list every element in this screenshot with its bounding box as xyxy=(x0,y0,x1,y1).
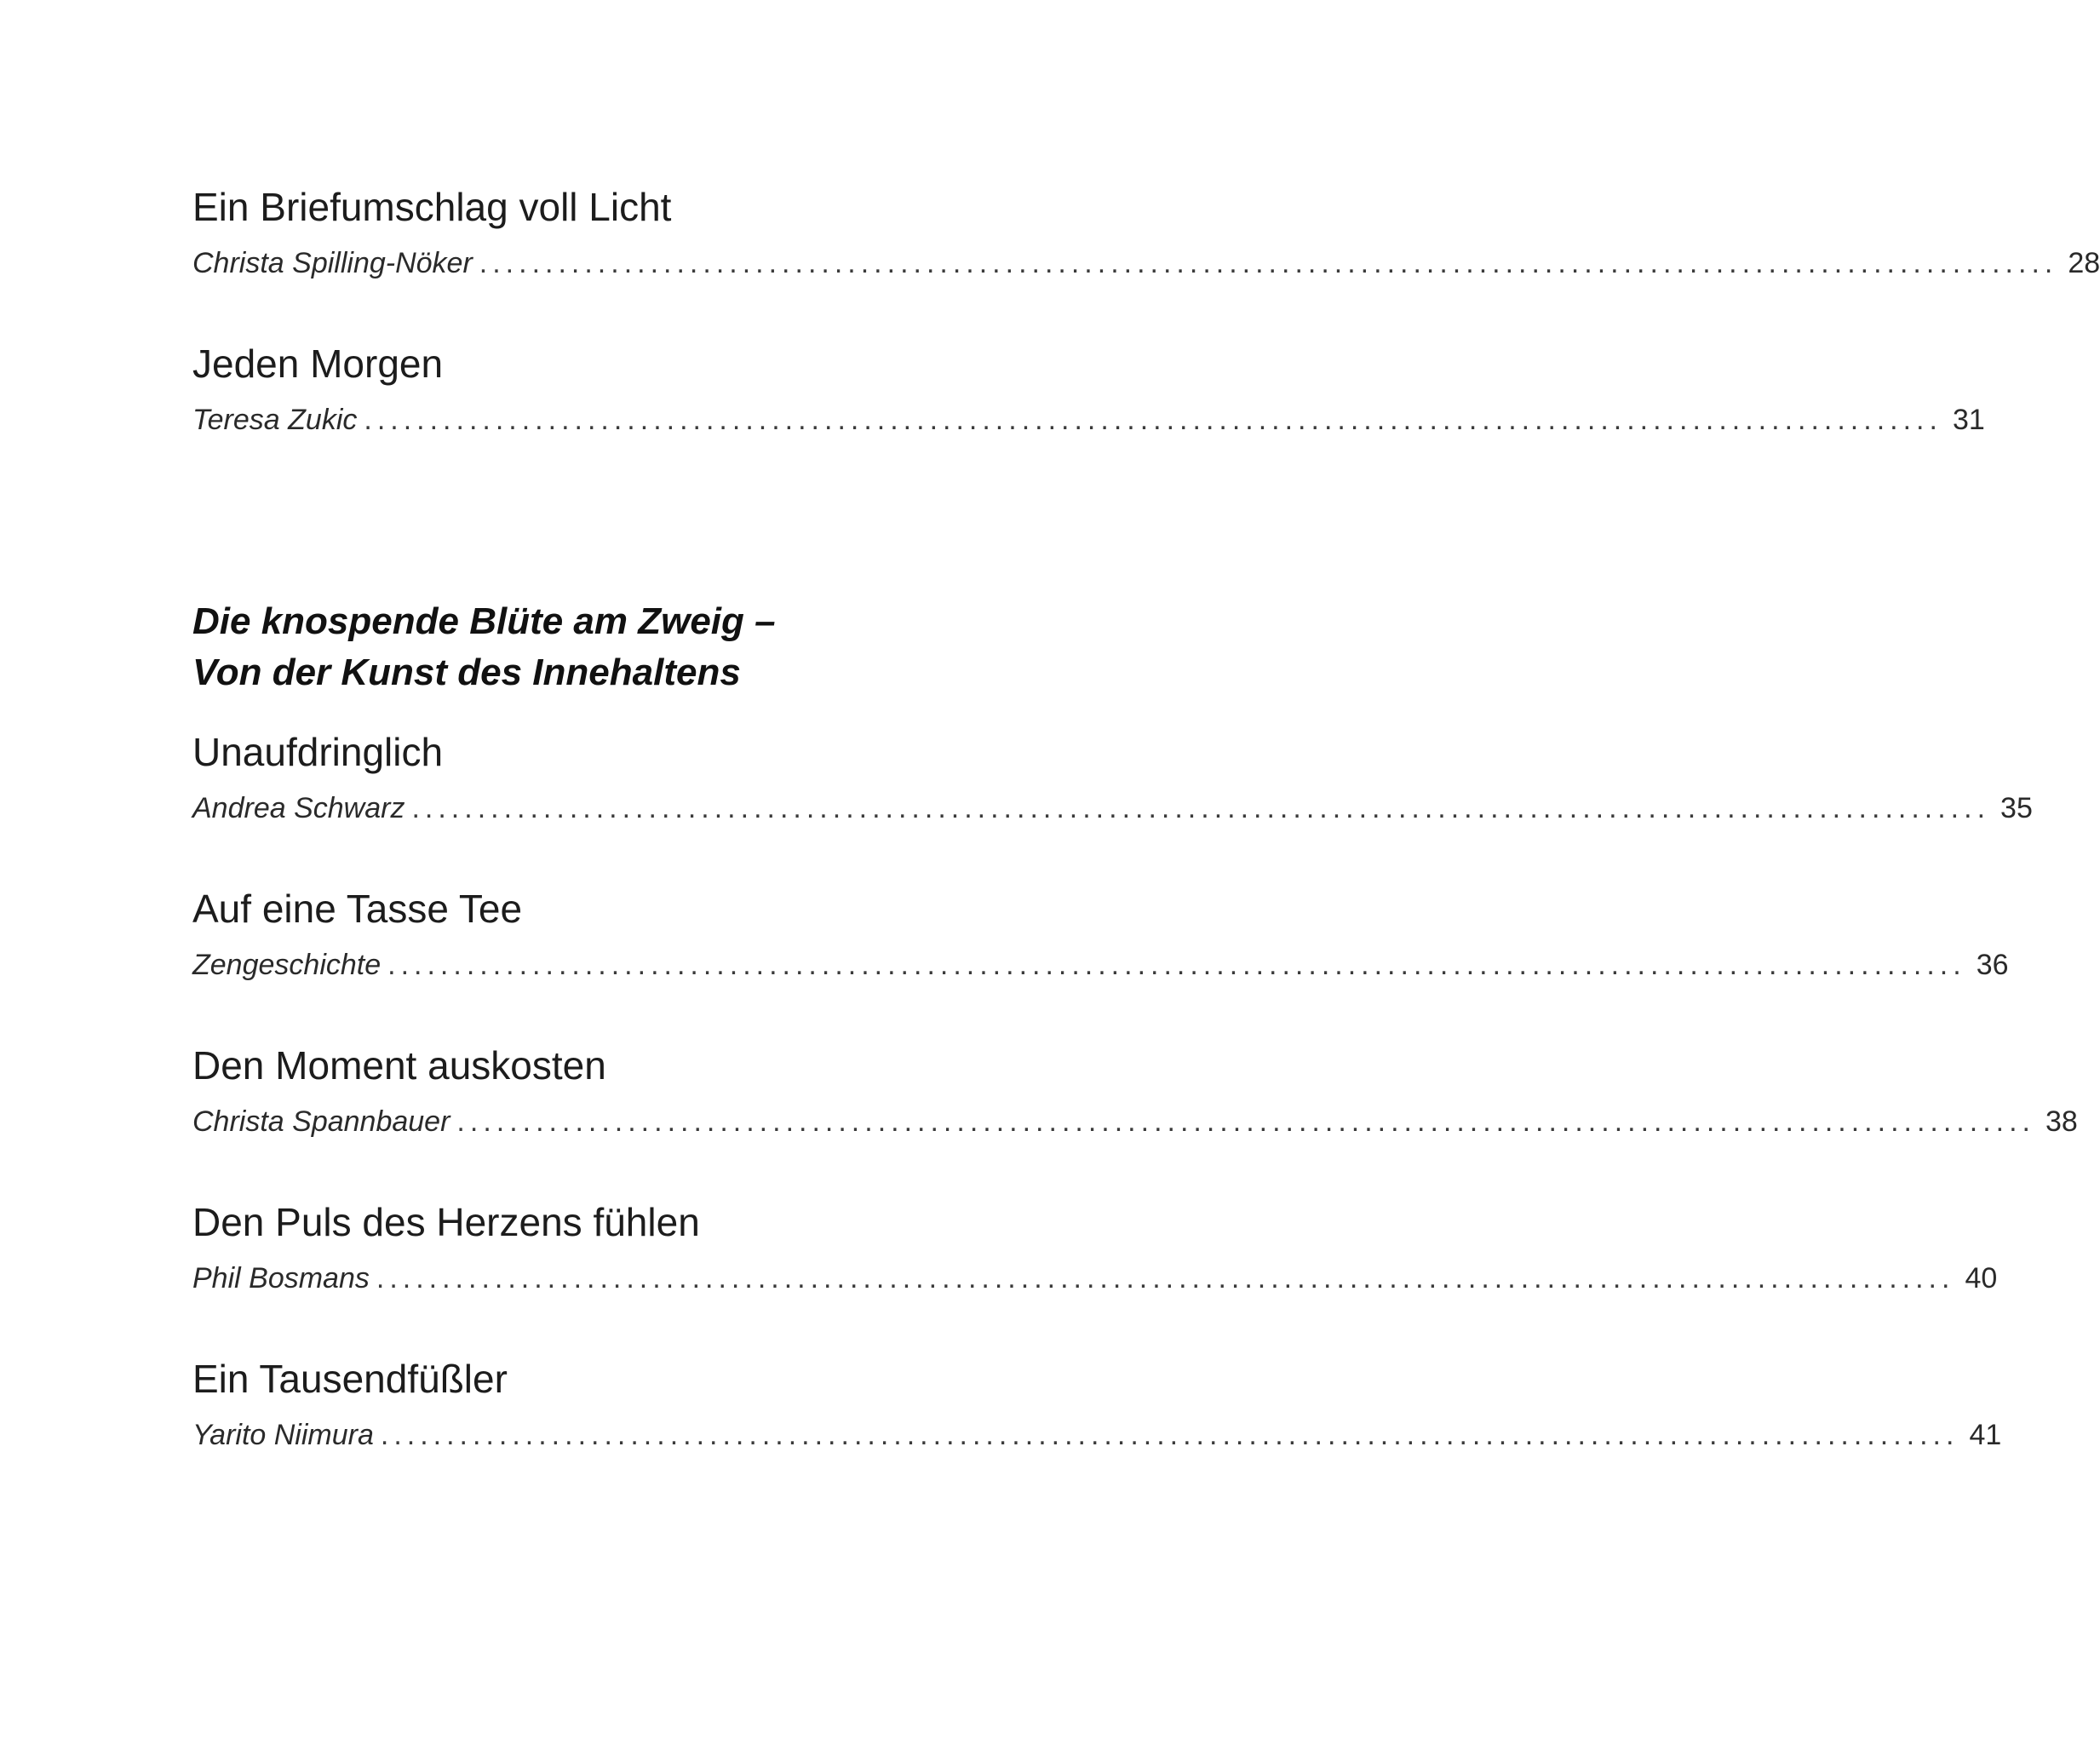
entry-line xyxy=(192,246,2100,280)
dot-leader: ........................................................................................................................ xyxy=(387,949,1966,981)
entry-page-number: 28 xyxy=(2068,247,2100,279)
toc-entry xyxy=(192,1198,1998,1295)
entry-title: Unaufdringlich xyxy=(192,730,444,774)
entry-title: Ein Briefumschlag voll Licht xyxy=(192,185,672,229)
dot-leader: ........................................................................................................................ xyxy=(376,1262,1955,1294)
entry-title: Ein Tausendfüßler xyxy=(192,1357,508,1401)
entry-line xyxy=(192,403,1985,437)
entry-author: Phil Bosmans xyxy=(192,1262,370,1294)
dot-leader: ........................................................................................................................ xyxy=(411,792,1991,824)
entry-line xyxy=(192,1418,2002,1452)
entry-line xyxy=(192,1105,2078,1139)
entry-title: Jeden Morgen xyxy=(192,342,444,386)
toc-entry xyxy=(192,340,1985,437)
section-heading xyxy=(192,596,1053,698)
entry-author: Teresa Zukic xyxy=(192,404,358,436)
toc-entry xyxy=(192,1042,2078,1139)
entry-page-number: 36 xyxy=(1976,949,2009,981)
dot-leader: ........................................................................................................................ xyxy=(479,247,2058,279)
entry-page-number: 41 xyxy=(1969,1419,2002,1451)
entry-page-number: 35 xyxy=(2000,792,2033,824)
toc-entry xyxy=(192,885,2009,982)
entry-author: Zengeschichte xyxy=(192,949,382,981)
section-heading-line: Die knospende Blüte am Zweig – xyxy=(192,600,776,642)
entry-title: Auf eine Tasse Tee xyxy=(192,887,523,931)
toc-entry xyxy=(192,1355,2002,1452)
entry-title: Den Puls des Herzens fühlen xyxy=(192,1200,700,1244)
dot-leader: ........................................................................................................................ xyxy=(456,1105,2035,1138)
entry-author: Yarito Niimura xyxy=(192,1419,374,1451)
entry-page-number: 38 xyxy=(2045,1105,2078,1138)
section-heading-line: Von der Kunst des Innehaltens xyxy=(192,652,741,693)
entry-line xyxy=(192,1261,1998,1295)
toc-entry xyxy=(192,728,2033,825)
dot-leader: ........................................................................................................................ xyxy=(364,404,1942,436)
entry-page-number: 31 xyxy=(1952,404,1985,436)
entry-author: Christa Spannbauer xyxy=(192,1105,450,1138)
entry-title: Den Moment auskosten xyxy=(192,1043,606,1088)
toc-entry xyxy=(192,183,2100,280)
entry-line xyxy=(192,948,2009,982)
entry-author: Christa Spilling-Nöker xyxy=(192,247,473,279)
entry-line xyxy=(192,791,2033,825)
entry-page-number: 40 xyxy=(1965,1262,1998,1294)
dot-leader: ........................................................................................................................ xyxy=(380,1419,1959,1451)
entry-author: Andrea Schwarz xyxy=(192,792,405,824)
